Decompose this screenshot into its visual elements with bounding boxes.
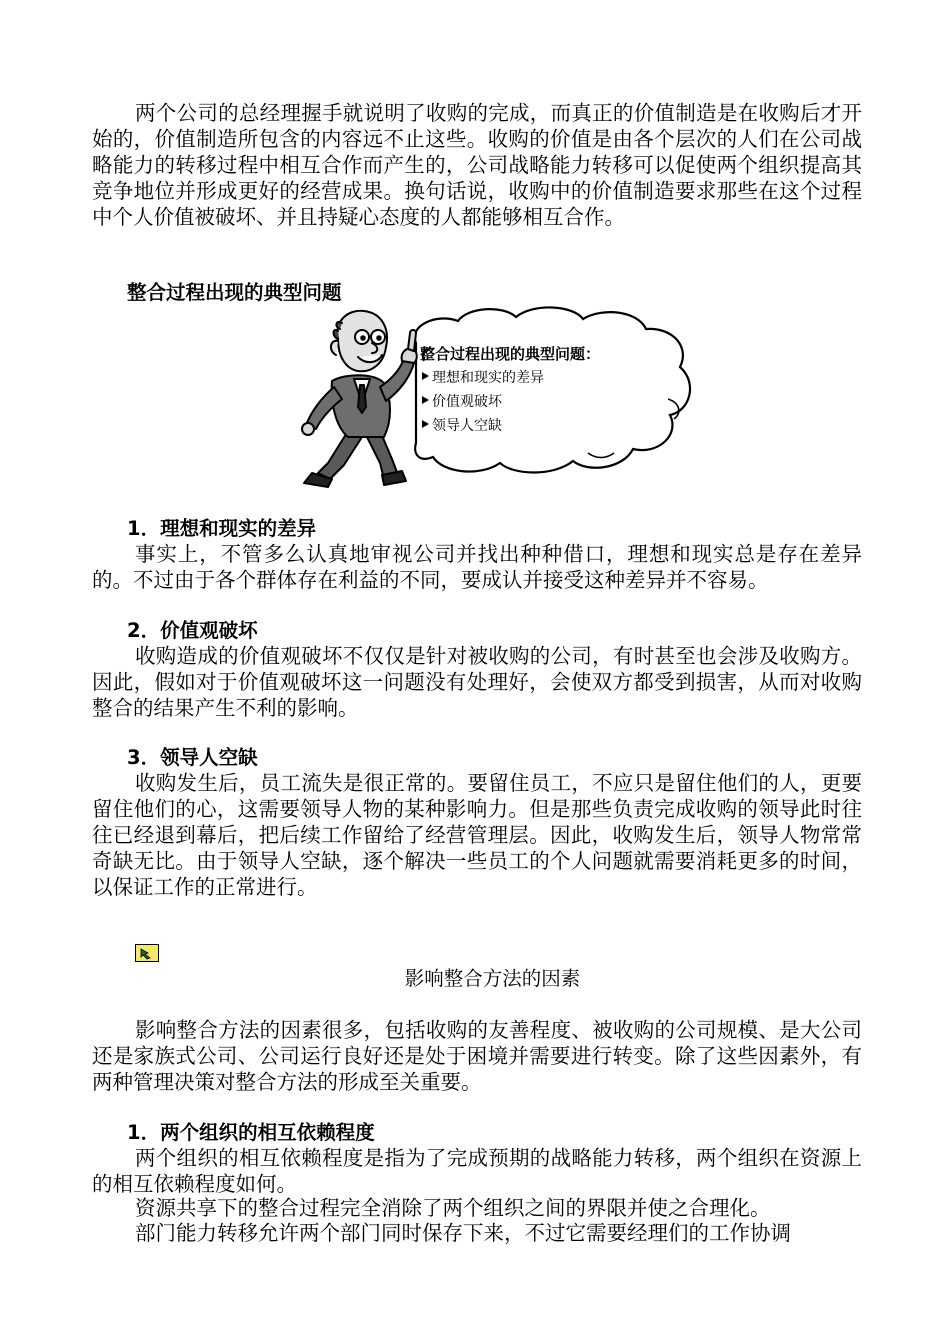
cloud-title: 整合过程出现的典型问题：: [420, 345, 601, 363]
cloud-bullet-label: 理想和现实的差异: [432, 370, 544, 386]
factors-paragraph-3: 部门能力转移允许两个部门同时保存下来，不过它需要经理们的工作协调: [135, 1221, 791, 1245]
thought-cloud: [415, 307, 690, 472]
factors-subheading: 1．两个组织的相互依赖程度: [127, 1121, 375, 1144]
problems-heading: 整合过程出现的典型问题: [127, 281, 342, 304]
cloud-bullet-1: [422, 369, 544, 386]
factors-title: 影响整合方法的因素: [404, 967, 581, 990]
cloud-bullet-label: 价值观破坏: [432, 394, 502, 410]
illustration-figure: [288, 303, 708, 493]
factors-paragraph-1: 两个组织的相互依赖程度是指为了完成预期的战略能力转移，两个组织在资源上的相互依赖程度如何。: [92, 1146, 862, 1196]
problem-1-heading: 1．理想和现实的差异: [127, 517, 317, 540]
intro-paragraph: 两个公司的总经理握手就说明了收购的完成，而真正的价值制造是在收购后才开始的，价值制造所包含的内容远不止这些。收购的价值是由各个层次的人们在公司战略能力的转移过程中相互合作而产生的，公司战略能力转移可以促使两个组织提高其竞争地位并形成更好的经营成果。换句话说，收购中的价值制造要求那些在这个过程中个人价值被破坏、并且持疑心态度的人都能够相互合作。: [92, 101, 862, 229]
problem-2-heading: 2．价值观破坏: [127, 619, 258, 642]
factors-intro: 影响整合方法的因素很多，包括收购的友善程度、被收购的公司规模、是大公司还是家族式公司、公司运行良好还是处于困境并需要进行转变。除了这些因素外，有两种管理决策对整合方法的形成至关重要。: [92, 1018, 862, 1094]
cloud-bullet-3: [422, 417, 502, 434]
cloud-bullet-2: [422, 393, 503, 410]
problem-2-text: 收购造成的价值观破坏不仅仅是针对被收购的公司，有时甚至也会涉及收购方。因此，假如对于价值观破坏这一问题没有处理好，会使双方都受到损害，从而对收购整合的结果产生不利的影响。: [92, 644, 862, 720]
cartoon-businessman: [302, 311, 417, 487]
cloud-bullet-label: 领导人空缺: [432, 418, 502, 434]
problem-3-heading: 3．领导人空缺: [127, 746, 258, 769]
problem-3-text: 收购发生后，员工流失是很正常的。要留住员工，不应只是留住他们的人，更要留住他们的心，这需要领导人物的某种影响力。但是那些负责完成收购的领导此时往往已经退到幕后，把后续工作留给了经营管理层。因此，收购发生后，领导人物常常奇缺无比。由于领导人空缺，逐个解决一些员工的个人问题就需要消耗更多的时间，以保证工作的正常进行。: [92, 771, 862, 899]
problem-1-text: 事实上，不管多么认真地审视公司并找出种种借口，理想和现实总是存在差异的。不过由于各个群体存在利益的不同，要成认并接受这种差异并不容易。: [92, 542, 862, 592]
note-marker-icon[interactable]: [135, 944, 159, 962]
factors-paragraph-2: 资源共享下的整合过程完全消除了两个组织之间的界限并使之合理化。: [135, 1196, 771, 1220]
